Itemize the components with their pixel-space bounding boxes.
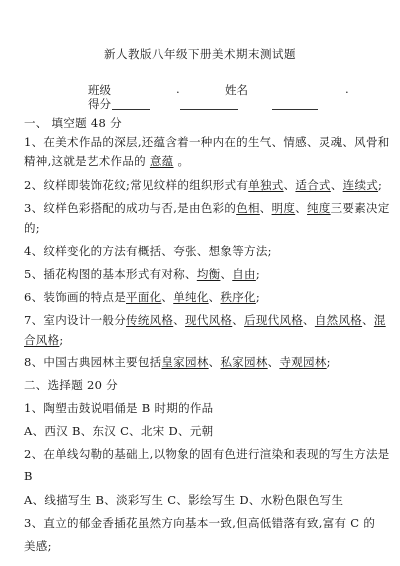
text: 、 <box>362 313 374 327</box>
answer: 适合式 <box>295 178 331 192</box>
question-6 <box>24 289 260 305</box>
question-2 <box>24 177 382 193</box>
answer: 后现代风格 <box>244 313 304 327</box>
class-label: 班级 <box>88 83 111 97</box>
mc-question-1: 1、陶塑击鼓说唱俑是 B 时期的作品 <box>24 401 214 415</box>
text: 精神,这就是艺术作品的 <box>24 154 146 168</box>
text: ; <box>326 355 331 369</box>
mc-question-2: 2、在单线勾勒的基础上,以物象的固有色进行渲染和表现的写生方法是 <box>24 447 390 461</box>
question-3-line-1 <box>24 200 390 216</box>
text: 、 <box>330 178 343 192</box>
text: 、 <box>283 178 296 192</box>
question-5 <box>24 266 260 282</box>
text: 、 <box>259 201 272 215</box>
text: 2、纹样即装饰花纹;常见纹样的组织形式有 <box>24 178 249 192</box>
name-blank[interactable] <box>272 99 318 110</box>
text: 、 <box>267 355 280 369</box>
text: ; <box>255 290 261 304</box>
name-label: 姓名 <box>225 83 248 97</box>
question-8 <box>24 354 331 370</box>
text: ; <box>59 333 64 347</box>
text: 7、室内设计一般分 <box>24 313 127 327</box>
answer: 寺观园林 <box>279 355 327 369</box>
text: 、 <box>220 267 233 281</box>
mc-question-2-answer: B <box>24 469 33 483</box>
answer: 合风格 <box>24 333 60 347</box>
answer: 纯度 <box>307 201 331 215</box>
mc-question-3-line-1: 3、直立的郁金香插花虽然方向基本一致,但高低错落有致,富有 C 的 <box>24 516 376 530</box>
text: 3、纹样色彩搭配的成功与否,是由色彩的 <box>24 201 237 215</box>
question-4: 4、纹样变化的方法有概括、夸张、想象等方法; <box>24 244 272 258</box>
answer: 混 <box>373 313 386 327</box>
answer: 自由 <box>232 267 256 281</box>
question-1-line-1: 1、在美术作品的深层,还蕴含着一种内在的生气、情感、灵魂、风骨和 <box>24 135 390 149</box>
question-1-line-2 <box>24 153 189 169</box>
answer: 皇家园林 <box>161 355 209 369</box>
text: 、 <box>208 355 221 369</box>
answer: 现代风格 <box>185 313 233 327</box>
question-7-line-1 <box>24 312 386 328</box>
answer: 私家园林 <box>220 355 268 369</box>
answer: 单纯化 <box>173 290 209 304</box>
header-dot-1: . <box>176 82 180 96</box>
answer: 意蕴 <box>149 154 174 168</box>
score-blank[interactable] <box>112 99 150 110</box>
text: 、 <box>208 290 221 304</box>
text: ; <box>378 178 383 192</box>
section-heading: 一、 填空题 48 分 <box>24 116 122 130</box>
mc-question-1-options: A、西汉 B、东汉 C、北宋 D、元朝 <box>24 424 214 438</box>
mc-question-3-line-2: 美感; <box>24 539 52 553</box>
text: 5、插花构图的基本形式有对称、 <box>24 267 197 281</box>
page-title: 新人教版八年级下册美术期末测试题 <box>104 47 296 61</box>
answer: 单独式 <box>248 178 284 192</box>
text: 、 <box>232 313 245 327</box>
text: 8、中国古典园林主要包括 <box>24 355 162 369</box>
answer: 平面化 <box>126 290 162 304</box>
answer: 秩序化 <box>220 290 256 304</box>
text: 6、装饰画的特点是 <box>24 290 127 304</box>
text: 、 <box>295 201 308 215</box>
answer: 连续式 <box>342 178 379 192</box>
question-7-line-2 <box>24 332 64 348</box>
score-label: 得分 <box>88 97 111 111</box>
answer: 色相 <box>236 201 260 215</box>
text: 、 <box>173 313 186 327</box>
header-dot-2: . <box>345 82 349 96</box>
text: 、 <box>303 313 315 327</box>
question-3-line-2: 的; <box>24 221 40 235</box>
section-heading: 二、选择题 20 分 <box>24 378 118 392</box>
text: 、 <box>161 290 174 304</box>
text: 三要素决定 <box>330 201 390 215</box>
text: 。 <box>177 154 190 168</box>
answer: 均衡 <box>196 267 221 281</box>
answer: 自然风格 <box>314 313 363 327</box>
answer: 明度 <box>271 201 296 215</box>
answer: 传统风格 <box>126 313 174 327</box>
text: ; <box>255 267 261 281</box>
class-blank[interactable] <box>180 99 238 110</box>
mc-question-2-options: A、线描写生 B、淡彩写生 C、影绘写生 D、水粉色限色写生 <box>24 493 344 507</box>
